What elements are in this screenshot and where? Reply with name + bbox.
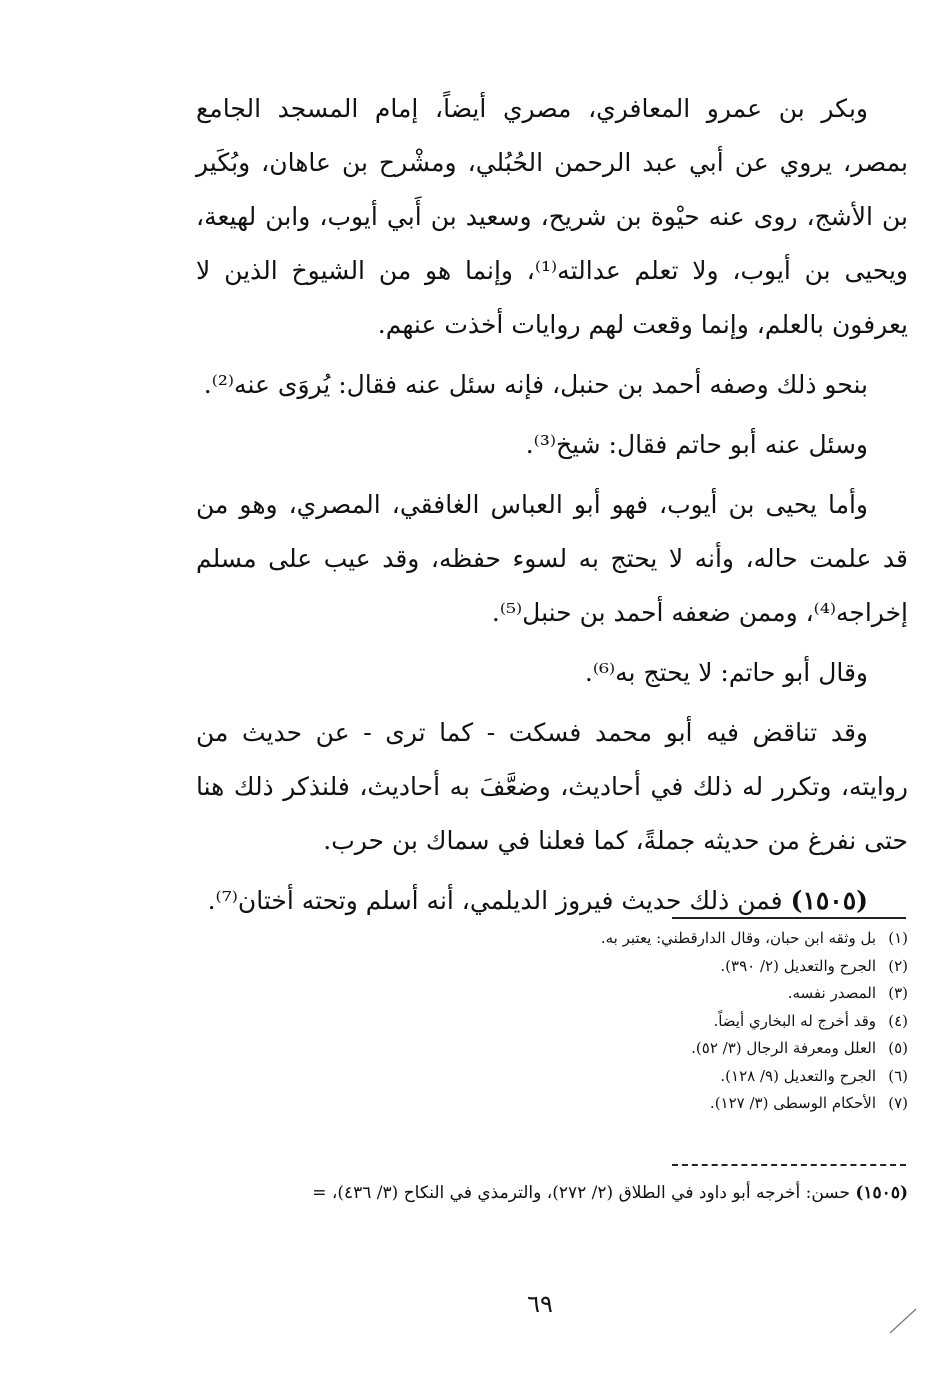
- main-text: [196, 82, 908, 934]
- paragraph: وقد تناقض فيه أبو محمد فسكت - كما ترى - عن حديث من روايته، وتكرر له ذلك في أحاديث، وضعَّفَ به أحاديث، فلنذكر ذلك هنا حتى نفرغ من حديثه جملةً، كما فعلنا في سماك بن حرب.: [196, 718, 908, 855]
- footnote: [196, 980, 908, 1008]
- takhrij-text: حسن: أخرجه أبو داود في الطلاق (٢/ ٢٧٢)، والترمذي في النكاح (٣/ ٤٣٦)، =: [312, 1183, 850, 1203]
- hadith-number: (١٥٠٥): [790, 886, 868, 915]
- takhrij-separator: [672, 1164, 906, 1166]
- footnote-separator: [672, 917, 906, 919]
- footnote-text: المصدر نفسه.: [787, 984, 876, 1002]
- takhrij-note: [176, 1178, 908, 1208]
- footnote-text: الأحكام الوسطى (٣/ ١٢٧).: [709, 1094, 876, 1112]
- footnote-marker: (٧): [888, 1094, 908, 1112]
- footnote-marker: (٣): [888, 984, 908, 1002]
- footnote: [196, 1090, 908, 1118]
- paragraph: وأما يحيى بن أيوب، فهو أبو العباس الغافقي، المصري، وهو من قد علمت حاله، وأنه لا يحتج به لسوء حفظه، وقد عيب على مسلم إخراجه⁽⁴⁾، وممن ضعفه أحمد بن حنبل⁽⁵⁾.: [196, 490, 908, 627]
- footnote-marker: (٥): [888, 1039, 908, 1057]
- page-corner-mark: [888, 1305, 918, 1335]
- paragraph: وبكر بن عمرو المعافري، مصري أيضاً، إمام المسجد الجامع بمصر، يروي عن أبي عبد الرحمن الحُبُلي، ومشْرح بن عاهان، وبُكَير بن الأشج، روى عنه حيْوة بن شريح، وسعيد بن أَبي أيوب، وابن لهيعة، ويحيى بن أيوب، ولا تعلم عدالته⁽¹⁾، وإنما هو من الشيوخ الذين لا يعرفون بالعلم، وإنما وقعت لهم روايات أخذت عنهم.: [196, 94, 908, 339]
- footnote-text: وقد أخرج له البخاري أيضاً.: [713, 1011, 876, 1030]
- footnote: [196, 953, 908, 981]
- paragraph: وقال أبو حاتم: لا يحتج به⁽⁶⁾.: [584, 658, 868, 687]
- footnote-marker: (١): [888, 929, 908, 947]
- hadith-entry: [196, 874, 908, 928]
- footnote-marker: (٤): [888, 1011, 908, 1030]
- footnote: [196, 1008, 908, 1036]
- footnote-text: العلل ومعرفة الرجال (٣/ ٥٢).: [691, 1039, 876, 1057]
- footnote-marker: (٦): [888, 1066, 908, 1085]
- paragraph: بنحو ذلك وصفه أحمد بن حنبل، فإنه سئل عنه فقال: يُروَى عنه⁽²⁾.: [203, 370, 868, 399]
- hadith-text: فمن ذلك حديث فيروز الديلمي، أنه أسلم وتحته أختان⁽⁷⁾.: [207, 886, 783, 915]
- footnote: [196, 1035, 908, 1063]
- takhrij-number: (١٥٠٥): [855, 1183, 908, 1203]
- footnote-marker: (٢): [888, 956, 908, 975]
- footnote: [196, 1063, 908, 1091]
- footnote-text: الجرح والتعديل (٢/ ٣٩٠).: [720, 956, 876, 975]
- footnote-text: بل وثقه ابن حبان، وقال الدارقطني: يعتبر به.: [600, 929, 876, 947]
- footnote: [196, 925, 908, 953]
- footnotes-list: [196, 925, 908, 1118]
- paragraph: وسئل عنه أبو حاتم فقال: شيخ⁽³⁾.: [525, 430, 868, 459]
- footnote-text: الجرح والتعديل (٩/ ١٢٨).: [720, 1066, 876, 1085]
- page-number: ٦٩: [527, 1290, 553, 1318]
